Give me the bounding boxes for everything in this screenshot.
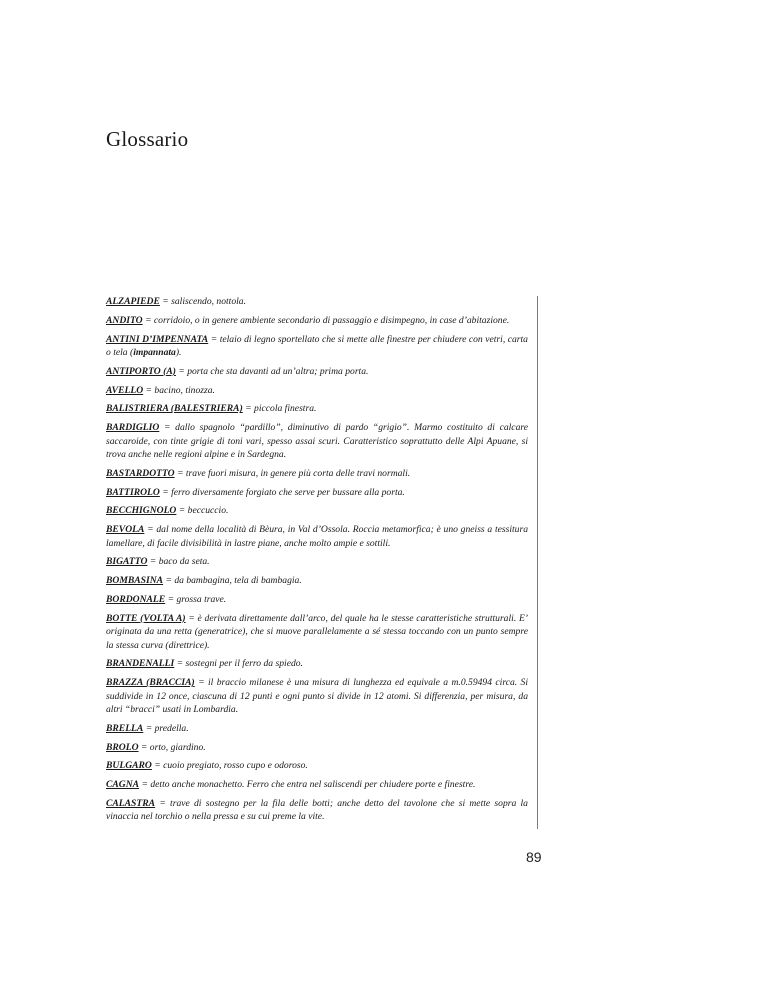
glossary-term: BATTIROLO: [106, 486, 160, 498]
glossary-definition: saliscendo, nottola.: [171, 296, 247, 307]
glossary-term: BRAZZA (BRACCIA): [106, 677, 195, 689]
glossary-entry: [106, 778, 528, 791]
glossary-term: BORDONALE: [106, 593, 166, 605]
glossary-definition: grossa trave.: [176, 593, 227, 605]
term-separator: =: [159, 422, 176, 434]
term-separator: =: [175, 365, 188, 377]
glossary-entry: [106, 365, 528, 378]
glossary-entry: [106, 314, 528, 327]
term-separator: =: [139, 779, 151, 791]
glossary-definition: piccola finestra.: [254, 403, 317, 415]
glossary-entry: [106, 384, 528, 397]
term-separator: =: [159, 486, 172, 498]
glossary-term: BRANDENALLI: [106, 658, 175, 670]
glossary-definition-tail: ).: [175, 347, 182, 358]
glossary-entry: [106, 797, 528, 824]
glossary-definition: porta che sta davanti ad un’altra; prima porta.: [187, 365, 369, 377]
glossary-list: [106, 295, 528, 829]
vertical-rule: [537, 296, 538, 829]
glossary-entry: [106, 612, 528, 652]
glossary-definition: detto anche monachetto. Ferro che entra nel saliscendi per chiudere porte e finestre.: [150, 779, 476, 791]
glossary-term: CAGNA: [106, 779, 140, 791]
glossary-definition: sostegni per il ferro da spiedo.: [185, 658, 303, 670]
glossary-definition: trave di sostegno per la fila delle botti; anche detto del tavolone che si mette sopra la vinaccia nel torchio o nella pressa e su cui preme la vite.: [106, 797, 528, 823]
glossary-definition: beccuccio.: [187, 505, 229, 517]
glossary-definition: orto, giardino.: [149, 741, 206, 753]
glossary-term: BULGARO: [106, 760, 152, 772]
glossary-entry: [106, 593, 528, 606]
glossary-term: ANTINI D’IMPENNATA: [106, 333, 209, 345]
term-separator: =: [147, 556, 159, 568]
glossary-entry: [106, 741, 528, 754]
glossary-definition: bacino, tinozza.: [154, 384, 215, 396]
term-separator: =: [144, 524, 157, 536]
term-separator: =: [143, 384, 155, 396]
glossary-entry: [106, 759, 528, 772]
glossary-term: BOTTE (VOLTA A): [106, 612, 186, 624]
glossary-entry: [106, 486, 528, 499]
glossary-definition: corridoio, o in genere ambiente secondario di passaggio e disimpegno, in case d’abitazione.: [153, 314, 510, 326]
term-separator: =: [142, 314, 154, 326]
glossary-term: BIGATTO: [106, 556, 148, 568]
glossary-entry: [106, 467, 528, 480]
glossary-definition-emphasis: impannata: [133, 347, 176, 358]
glossary-term: ALZAPIEDE: [106, 296, 160, 307]
glossary-definition: dallo spagnolo “pardillo”, diminutivo di pardo “grigio”. Marmo costituito di calcare saccaroide, con tinte grigie di toni vari, spesso assai scuri. Caratteristico soprattutto delle Alpi Apuane, si trova anche nelle regioni alpine e in Sardegna.: [106, 422, 528, 460]
term-separator: =: [165, 593, 177, 605]
glossary-entry: [106, 722, 528, 735]
glossary-term: AVELLO: [106, 384, 144, 396]
term-separator: =: [138, 741, 150, 753]
glossary-definition: baco da seta.: [158, 556, 210, 568]
glossary-definition: da bambagina, tela di bambagia.: [174, 575, 302, 587]
glossary-entry: [106, 333, 528, 360]
glossary-term: BASTARDOTTO: [106, 467, 175, 479]
glossary-definition: predella.: [154, 722, 189, 734]
glossary-entry: [106, 421, 528, 461]
glossary-definition: telaio di legno sportellato che si mette alle finestre per chiudere con vetri, carta o tela (: [106, 333, 528, 358]
glossary-entry: [106, 676, 528, 716]
glossary-definition: trave fuori misura, in genere più corta delle travi normali.: [185, 467, 411, 479]
glossary-definition: il braccio milanese è una misura di lunghezza ed equivale a m.0.59494 circa. Si suddivide in 12 once, ciascuna di 12 punti e ogni punto si divide in 12 atomi. Si differenzia, per misura, da altri “bracci” usati in Lombardia.: [106, 677, 528, 715]
glossary-definition: è derivata direttamente dall’arco, del quale ha le stesse caratteristiche strutturali. E’ originata da una retta (generatrice), che si muove parallelamente a sé stessa toccando con un punto sempre la stessa curva (direttrice).: [106, 612, 529, 651]
term-separator: =: [151, 760, 164, 772]
glossary-entry: [106, 555, 528, 568]
glossary-term: ANDITO: [106, 314, 143, 326]
glossary-definition: ferro diversamente forgiato che serve per bussare alla porta.: [171, 486, 405, 498]
glossary-term: BARDIGLIO: [106, 422, 160, 434]
term-separator: =: [159, 296, 172, 307]
term-separator: =: [143, 722, 155, 734]
glossary-term: BOMBASINA: [106, 575, 164, 587]
glossary-entry: [106, 523, 528, 550]
term-separator: =: [174, 658, 186, 670]
glossary-term: BRELLA: [106, 722, 144, 734]
glossary-term: CALASTRA: [106, 797, 156, 809]
term-separator: =: [185, 612, 198, 624]
glossary-entry: [106, 504, 528, 517]
glossary-term: BECCHIGNOLO: [106, 505, 177, 517]
glossary-definition: dal nome della località di Bèura, in Val d’Ossola. Roccia metamorfica; è uno gneiss a tessitura lamellare, di facile divisibilità in lastre piane, anche molto ampie e sottili.: [106, 524, 528, 549]
glossary-term: BROLO: [106, 741, 139, 753]
page-number: 89: [526, 849, 542, 865]
glossary-term: BEVOLA: [106, 524, 145, 536]
page-title: Glossario: [106, 127, 189, 151]
term-separator: =: [155, 797, 171, 809]
term-separator: =: [174, 467, 186, 479]
glossary-term: BALISTRIERA (BALESTRIERA): [106, 403, 243, 415]
glossary-entry: [106, 574, 528, 587]
glossary-term: ANTIPORTO (A): [106, 365, 176, 377]
glossary-definition: cuoio pregiato, rosso cupo e odoroso.: [163, 760, 308, 772]
glossary-entry: [106, 402, 528, 415]
glossary-entry: [106, 295, 528, 308]
term-separator: =: [176, 505, 188, 517]
glossary-entry: [106, 657, 528, 670]
term-separator: =: [194, 677, 208, 689]
term-separator: =: [242, 403, 255, 415]
term-separator: =: [163, 575, 175, 587]
term-separator: =: [208, 333, 220, 345]
